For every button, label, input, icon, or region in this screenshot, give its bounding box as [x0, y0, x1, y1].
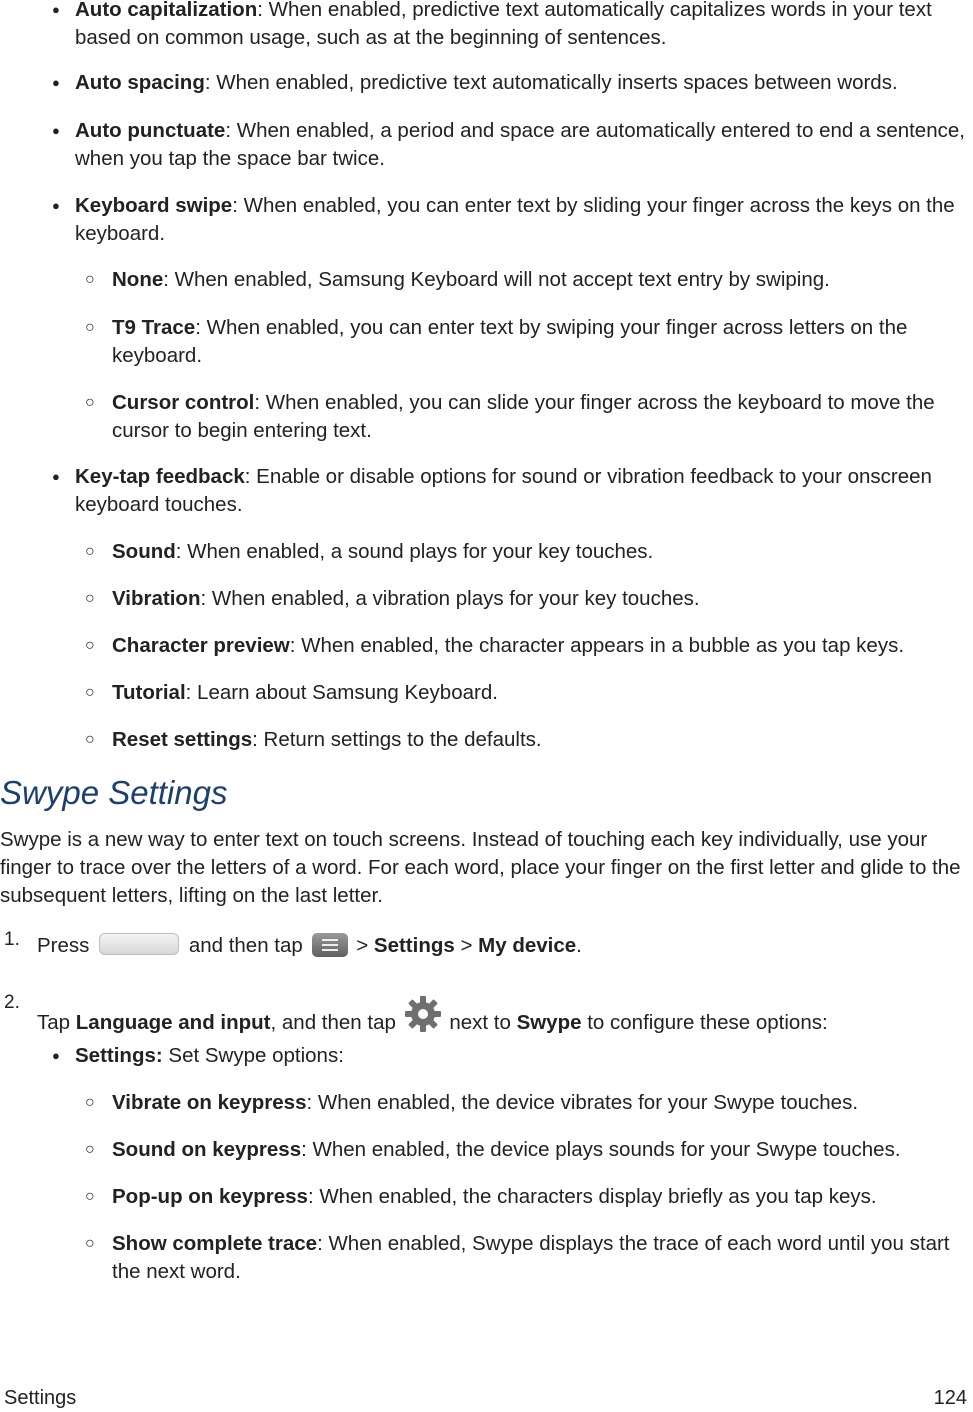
section-heading: Swype Settings: [0, 774, 228, 811]
sub-bullet-icon: ○: [85, 684, 95, 701]
intro-paragraph: Swype is a new way to enter text on touch screens. Instead of touching each key individually, use your finger to trace over the letters of a word. For each word, place your finger on the first letter and glide to the subsequent letters, lifting on the last letter.: [0, 828, 961, 907]
bullet-icon: ●: [52, 469, 60, 484]
sub-bullet-icon: ○: [85, 1188, 95, 1205]
sub-bullet-icon: ○: [85, 731, 95, 748]
sub-bullet-icon: ○: [85, 1094, 95, 1111]
sub-bullet-icon: ○: [85, 271, 95, 288]
footer-section-name: Settings: [4, 1387, 77, 1409]
bullet-icon: ●: [52, 1048, 60, 1063]
sub-bullet-icon: ○: [85, 590, 95, 607]
home-key-icon: [99, 933, 179, 955]
sub-bullet-icon: ○: [85, 543, 95, 560]
step-number: 2.: [4, 992, 20, 1013]
page-number: 124: [933, 1387, 967, 1409]
sub-bullet-icon: ○: [85, 637, 95, 654]
sub-bullet-icon: ○: [85, 1235, 95, 1252]
bullet-icon: ●: [52, 123, 60, 138]
sub-bullet-icon: ○: [85, 394, 95, 411]
bullet-icon: ●: [52, 2, 60, 17]
menu-key-icon: [312, 933, 348, 957]
bullet-icon: ●: [52, 198, 60, 213]
bullet-icon: ●: [52, 75, 60, 90]
sub-bullet-icon: ○: [85, 319, 95, 336]
sub-bullet-icon: ○: [85, 1141, 95, 1158]
step-number: 1.: [4, 929, 20, 950]
gear-icon: [404, 995, 442, 1041]
